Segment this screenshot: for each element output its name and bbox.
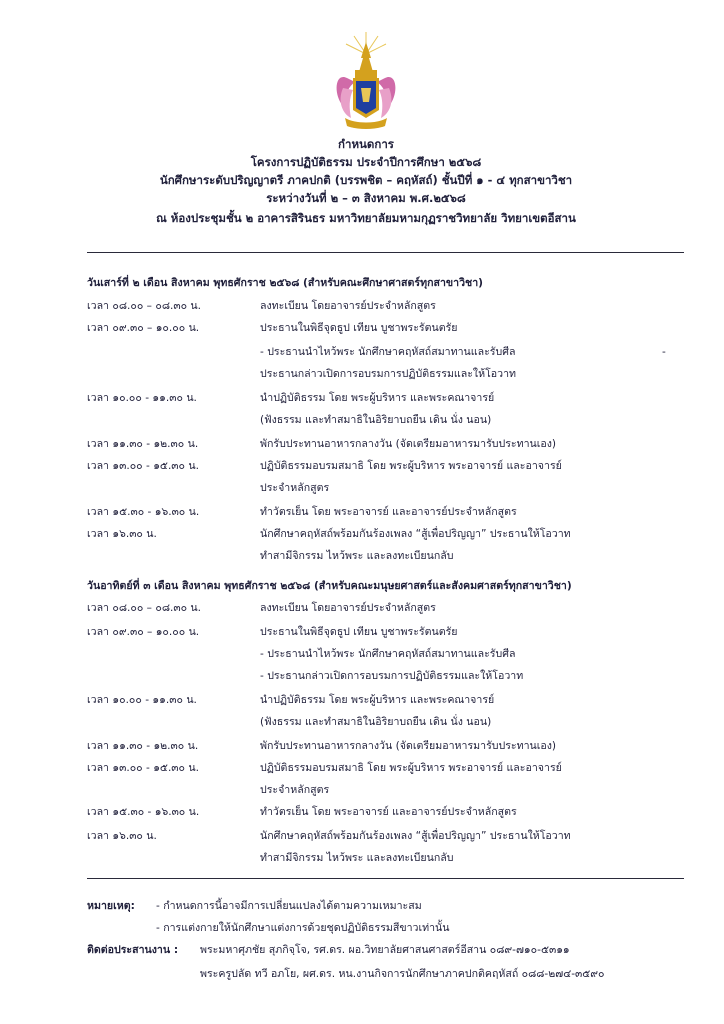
schedule-activity: ทำวัตรเย็น โดย พระอาจารย์ และอาจารย์ประจำหลักสูตร <box>260 806 517 818</box>
schedule-activity: พักรับประทานอาหารกลางวัน (จัดเตรียมอาหารมารับประทานเอง) <box>260 740 557 752</box>
schedule-time: เวลา ๑๕.๓๐ - ๑๖.๓๐ น. <box>87 806 200 818</box>
university-emblem <box>333 28 399 132</box>
schedule-time: เวลา ๐๙.๓๐ – ๑๐.๐๐ น. <box>87 626 200 638</box>
schedule-activity: ทำวัตรเย็น โดย พระอาจารย์ และอาจารย์ประจำหลักสูตร <box>260 506 517 518</box>
schedule-activity: - ประธานกล่าวเปิดการอบรมการปฏิบัติธรรมและให้โอวาท <box>260 670 524 682</box>
schedule-activity: ลงทะเบียน โดยอาจารย์ประจำหลักสูตร <box>260 300 436 312</box>
footer-divider <box>87 878 684 879</box>
schedule-activity: ทำสามีจิกรรม ไหว้พระ และลงทะเบียนกลับ <box>260 852 454 864</box>
note-item: - กำหนดการนี้อาจมีการเปลี่ยนแปลงได้ตามความเหมาะสม <box>156 900 422 912</box>
schedule-time: เวลา ๐๙.๓๐ – ๑๐.๐๐ น. <box>87 322 200 334</box>
schedule-time: เวลา ๑๑.๓๐ - ๑๒.๓๐ น. <box>87 438 199 450</box>
schedule-time: เวลา ๑๓.๐๐ - ๑๕.๓๐ น. <box>87 762 199 774</box>
contact-line: พระครูปลัด ทวี อภโย, ผศ.ดร. หน.งานกิจการนักศึกษาภาคปกติคฤหัสถ์ ๐๘๘-๒๗๔-๓๕๙๐ <box>200 968 605 980</box>
schedule-time: เวลา ๑๖.๓๐ น. <box>87 528 157 540</box>
day1-heading: วันเสาร์ที่ ๒ เดือน สิงหาคม พุทธศักราช ๒๕๖๘ (สำหรับคณะศึกษาศาสตร์ทุกสาขาวิชา) <box>87 277 484 289</box>
audience-line: นักศึกษาระดับปริญญาตรี ภาคปกติ (บรรพชิต – คฤหัสถ์) ชั้นปีที่ ๑ - ๔ ทุกสาขาวิชา <box>159 173 573 187</box>
schedule-activity: นักศึกษาคฤหัสถ์พร้อมกันร้องเพลง “สู้เพื่อปริญญา” ประธานให้โอวาท <box>260 528 571 540</box>
stray-dash: - <box>662 346 666 358</box>
project-title: โครงการปฏิบัติธรรม ประจำปีการศึกษา ๒๕๖๘ <box>250 155 482 169</box>
schedule-time: เวลา ๑๕.๓๐ - ๑๖.๓๐ น. <box>87 506 200 518</box>
schedule-time: เวลา ๐๘.๐๐ – ๐๘.๓๐ น. <box>87 602 202 614</box>
schedule-activity: นำปฏิบัติธรรม โดย พระผู้บริหาร และพระคณาจารย์ <box>260 694 495 706</box>
schedule-time: เวลา ๑๖.๓๐ น. <box>87 830 157 842</box>
schedule-activity: ทำสามีจิกรรม ไหว้พระ และลงทะเบียนกลับ <box>260 550 454 562</box>
schedule-activity: - ประธานนำไหว้พระ นักศึกษาคฤหัสถ์สมาทานและรับศีล <box>260 648 516 660</box>
day2-heading: วันอาทิตย์ที่ ๓ เดือน สิงหาคม พุทธศักราช ๒๕๖๘ (สำหรับคณะมนุษยศาสตร์และสังคมศาสตร์ทุกสาขาวิชา) <box>87 580 572 592</box>
schedule-activity: (ฟังธรรม และทำสมาธิในอิริยาบถยืน เดิน นั่ง นอน) <box>260 414 492 426</box>
schedule-time: เวลา ๑๑.๓๐ - ๑๒.๓๐ น. <box>87 740 199 752</box>
contact-line: พระมหาศุภชัย สุภกิจฺโจ, รศ.ดร. ผอ.วิทยาลัยศาสนศาสตร์อีสาน ๐๘๙-๗๑๐-๕๓๑๑ <box>200 944 570 956</box>
schedule-activity: - ประธานนำไหว้พระ นักศึกษาคฤหัสถ์สมาทานและรับศีล <box>260 346 516 358</box>
schedule-time: เวลา ๑๐.๐๐ - ๑๑.๓๐ น. <box>87 392 197 404</box>
schedule-activity: ประธานกล่าวเปิดการอบรมการปฏิบัติธรรมและให้โอวาท <box>260 368 517 380</box>
document-title: กำหนดการ <box>338 137 394 151</box>
date-range: ระหว่างวันที่ ๒ – ๓ สิงหาคม พ.ศ.๒๕๖๘ <box>266 191 466 205</box>
contact-label: ติดต่อประสานงาน : <box>87 944 179 956</box>
schedule-activity: นำปฏิบัติธรรม โดย พระผู้บริหาร และพระคณาจารย์ <box>260 392 495 404</box>
schedule-time: เวลา ๑๓.๐๐ - ๑๕.๓๐ น. <box>87 460 199 472</box>
schedule-activity: (ฟังธรรม และทำสมาธิในอิริยาบถยืน เดิน นั่ง นอน) <box>260 716 492 728</box>
note-item: - การแต่งกายให้นักศึกษาแต่งการด้วยชุดปฏิบัติธรรมสีขาวเท่านั้น <box>156 922 450 934</box>
schedule-activity: ประจำหลักสูตร <box>260 482 330 494</box>
schedule-activity: ปฏิบัติธรรมอบรมสมาธิ โดย พระผู้บริหาร พระอาจารย์ และอาจารย์ <box>260 460 562 472</box>
schedule-time: เวลา ๑๐.๐๐ - ๑๑.๓๐ น. <box>87 694 197 706</box>
header-divider <box>87 252 684 253</box>
notes-label: หมายเหตุ: <box>87 900 135 912</box>
schedule-activity: ปฏิบัติธรรมอบรมสมาธิ โดย พระผู้บริหาร พระอาจารย์ และอาจารย์ <box>260 762 562 774</box>
venue-line: ณ ห้องประชุมชั้น ๒ อาคารสิรินธร มหาวิทยาลัยมหามกุฏราชวิทยาลัย วิทยาเขตอีสาน <box>156 211 576 225</box>
schedule-activity: ลงทะเบียน โดยอาจารย์ประจำหลักสูตร <box>260 602 436 614</box>
schedule-activity: พักรับประทานอาหารกลางวัน (จัดเตรียมอาหารมารับประทานเอง) <box>260 438 557 450</box>
schedule-activity: ประธานในพิธีจุดธูป เทียน บูชาพระรัตนตรัย <box>260 322 458 334</box>
schedule-activity: นักศึกษาคฤหัสถ์พร้อมกันร้องเพลง “สู้เพื่อปริญญา” ประธานให้โอวาท <box>260 830 571 842</box>
schedule-activity: ประจำหลักสูตร <box>260 784 330 796</box>
schedule-activity: ประธานในพิธีจุดธูป เทียน บูชาพระรัตนตรัย <box>260 626 458 638</box>
schedule-time: เวลา ๐๘.๐๐ – ๐๘.๓๐ น. <box>87 300 202 312</box>
